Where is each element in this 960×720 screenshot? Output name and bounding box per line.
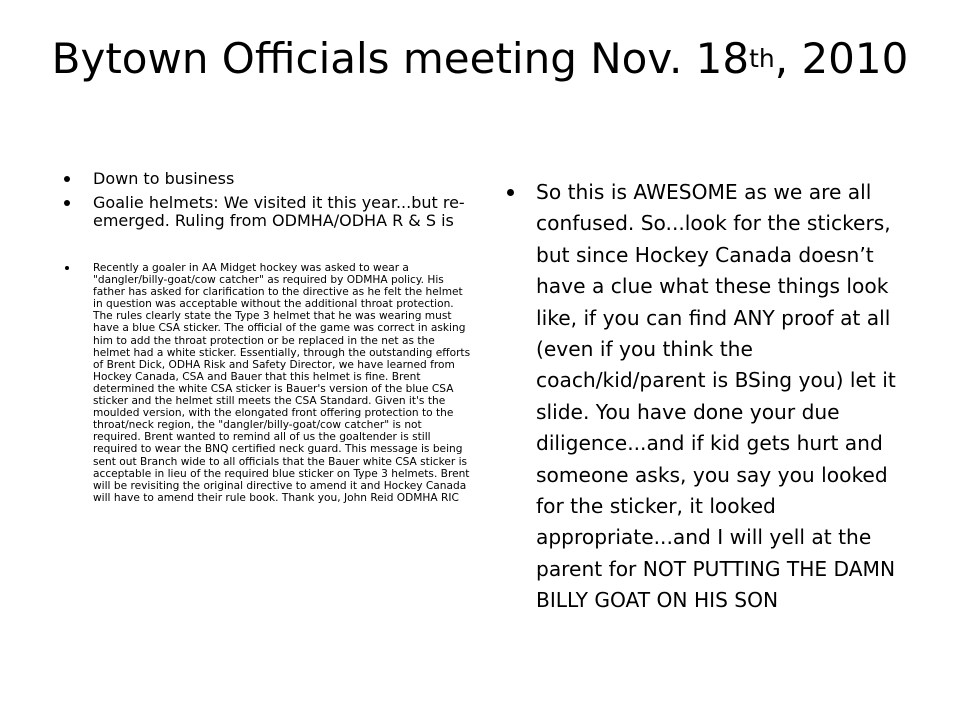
bullet-icon [507, 189, 514, 196]
commentary-text: So this is AWESOME as we are all confused. So...look for the stickers, but since Hockey Canada doesn’t have a clue what these things look like, if you can find ANY proof at all (even if you think the coach/kid/parent is BSing you) let it slide. You have done your due diligence...and if kid gets hurt and someone asks, you say you looked for the sticker, it looked appropriate...and I will yell at the parent for NOT PUTTING THE DAMN BILLY GOAT ON HIS SON [536, 180, 896, 613]
title-rest: , 2010 [774, 34, 909, 83]
bullet-text: Goalie helmets: We visited it this year...but re-emerged. Ruling from ODMHA/ODHA R & S is [93, 193, 465, 230]
bullet-icon [64, 200, 70, 206]
left-bullet-list [62, 170, 472, 504]
slide-title [48, 30, 912, 94]
bullet-item-small [62, 262, 472, 504]
title-main: Bytown Officials meeting Nov. 18 [51, 34, 750, 83]
bullet-text: Down to business [93, 169, 235, 188]
bullet-icon [64, 176, 70, 182]
bullet-item [506, 177, 908, 617]
bullet-item [62, 170, 472, 188]
bullet-item [62, 194, 472, 230]
right-column [506, 177, 908, 617]
right-bullet-list [506, 177, 908, 617]
bullet-icon [65, 266, 69, 270]
quoted-message-text: Recently a goaler in AA Midget hockey was asked to wear a "dangler/billy-goat/cow catcher" as required by ODMHA policy. His father has asked for clarification to the directive as he felt the helmet in question was acceptable without the additional throat protection. The rules clearly state the Type 3 helmet that he was wearing must have a blue CSA sticker. The official of the game was correct in asking him to add the throat protection or be replaced in the net as the helmet had a white sticker. Essentially, through the outstanding efforts of Brent Dick, ODHA Risk and Safety Director, we have learned from Hockey Canada, CSA and Bauer that this helmet is fine. Brent determined the white CSA sticker is Bauer's version of the blue CSA sticker and the helmet still meets the CSA Standard. Given it's the moulded version, with the elongated front offering protection to the throat/neck region, the "dangler/billy-goat/cow catcher" is not required. Brent wanted to remind all of us the goaltender is still required to wear the BNQ certified neck guard. This message is being sent out Branch wide to all officials that the Bauer white CSA sticker is acceptable in lieu of the required blue sticker on Type 3 helmets. Brent will be revisiting the original directive to amend it and Hockey Canada will have to amend their rule book. Thank you, John Reid ODMHA RIC [93, 262, 471, 504]
left-column [62, 170, 472, 504]
title-superscript: th [749, 44, 775, 73]
